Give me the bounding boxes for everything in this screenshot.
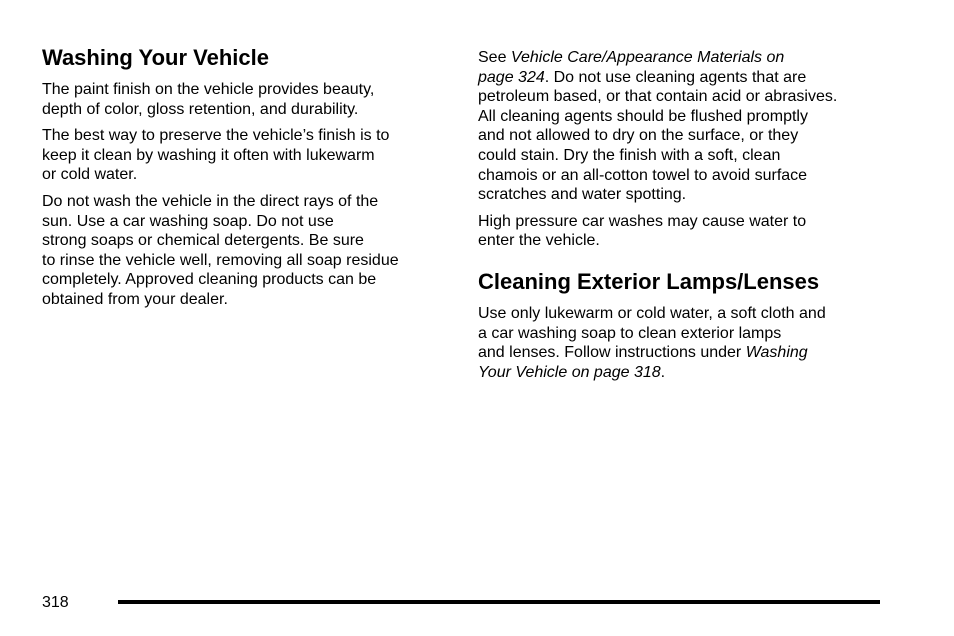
cross-reference-link[interactable]: Washing xyxy=(745,344,808,362)
section-heading-cleaning-lamps: Cleaning Exterior Lamps/Lenses xyxy=(478,268,820,294)
text-line: keep it clean by washing it often with lukewarm xyxy=(42,146,375,164)
text-line: petroleum based, or that contain acid or abrasives. xyxy=(478,88,838,106)
text-line: strong soaps or chemical detergents. Be sure xyxy=(42,232,364,250)
text-line: enter the vehicle. xyxy=(478,232,600,250)
cross-reference-link[interactable]: Your Vehicle on page 318 xyxy=(478,363,661,381)
text-line: or cold water. xyxy=(42,166,138,184)
text-line: The paint finish on the vehicle provides beauty, xyxy=(42,81,375,98)
footer-rule xyxy=(118,600,880,604)
paragraph xyxy=(42,192,452,310)
cross-reference-link[interactable]: Vehicle Care/Appearance Materials on xyxy=(510,49,785,66)
paragraph xyxy=(42,126,452,185)
right-column xyxy=(478,48,888,389)
text-line: could stain. Dry the finish with a soft, clean xyxy=(478,146,781,164)
text-line: obtained from your dealer. xyxy=(42,290,228,308)
text-line: Use only lukewarm or cold water, a soft cloth and xyxy=(478,304,826,322)
text-line: and not allowed to dry on the surface, or they xyxy=(478,127,799,145)
text-line: chamois or an all-cotton towel to avoid surface xyxy=(478,166,808,184)
paragraph xyxy=(478,304,888,382)
text-fragment: . xyxy=(660,363,666,381)
left-column xyxy=(42,44,452,317)
paragraph xyxy=(478,212,888,251)
text-line xyxy=(478,48,888,68)
text-line xyxy=(478,343,888,363)
text-line: Do not wash the vehicle in the direct rays of the xyxy=(42,192,379,210)
paragraph xyxy=(42,80,452,119)
text-line: The best way to preserve the vehicle’s finish is to xyxy=(42,127,390,145)
text-line: a car washing soap to clean exterior lamps xyxy=(478,324,782,342)
text-line: High pressure car washes may cause water to xyxy=(478,212,807,230)
text-fragment: and lenses. Follow instructions under xyxy=(478,344,746,362)
cross-reference-link[interactable]: page 324 xyxy=(478,68,545,86)
text-line: to rinse the vehicle well, removing all soap residue xyxy=(42,251,399,269)
see-prefix: See xyxy=(478,49,511,66)
page-number: 318 xyxy=(42,594,69,611)
text-line xyxy=(478,363,888,383)
section-heading-washing: Washing Your Vehicle xyxy=(42,45,269,70)
text-line xyxy=(478,68,888,88)
text-line: completely. Approved cleaning products can be xyxy=(42,271,377,289)
text-fragment: . Do not use cleaning agents that are xyxy=(544,68,807,86)
text-line: scratches and water spotting. xyxy=(478,186,687,204)
text-line: sun. Use a car washing soap. Do not use xyxy=(42,212,334,230)
paragraph xyxy=(478,48,888,205)
text-line: depth of color, gloss retention, and durability. xyxy=(42,100,359,118)
text-line: All cleaning agents should be flushed promptly xyxy=(478,107,808,125)
